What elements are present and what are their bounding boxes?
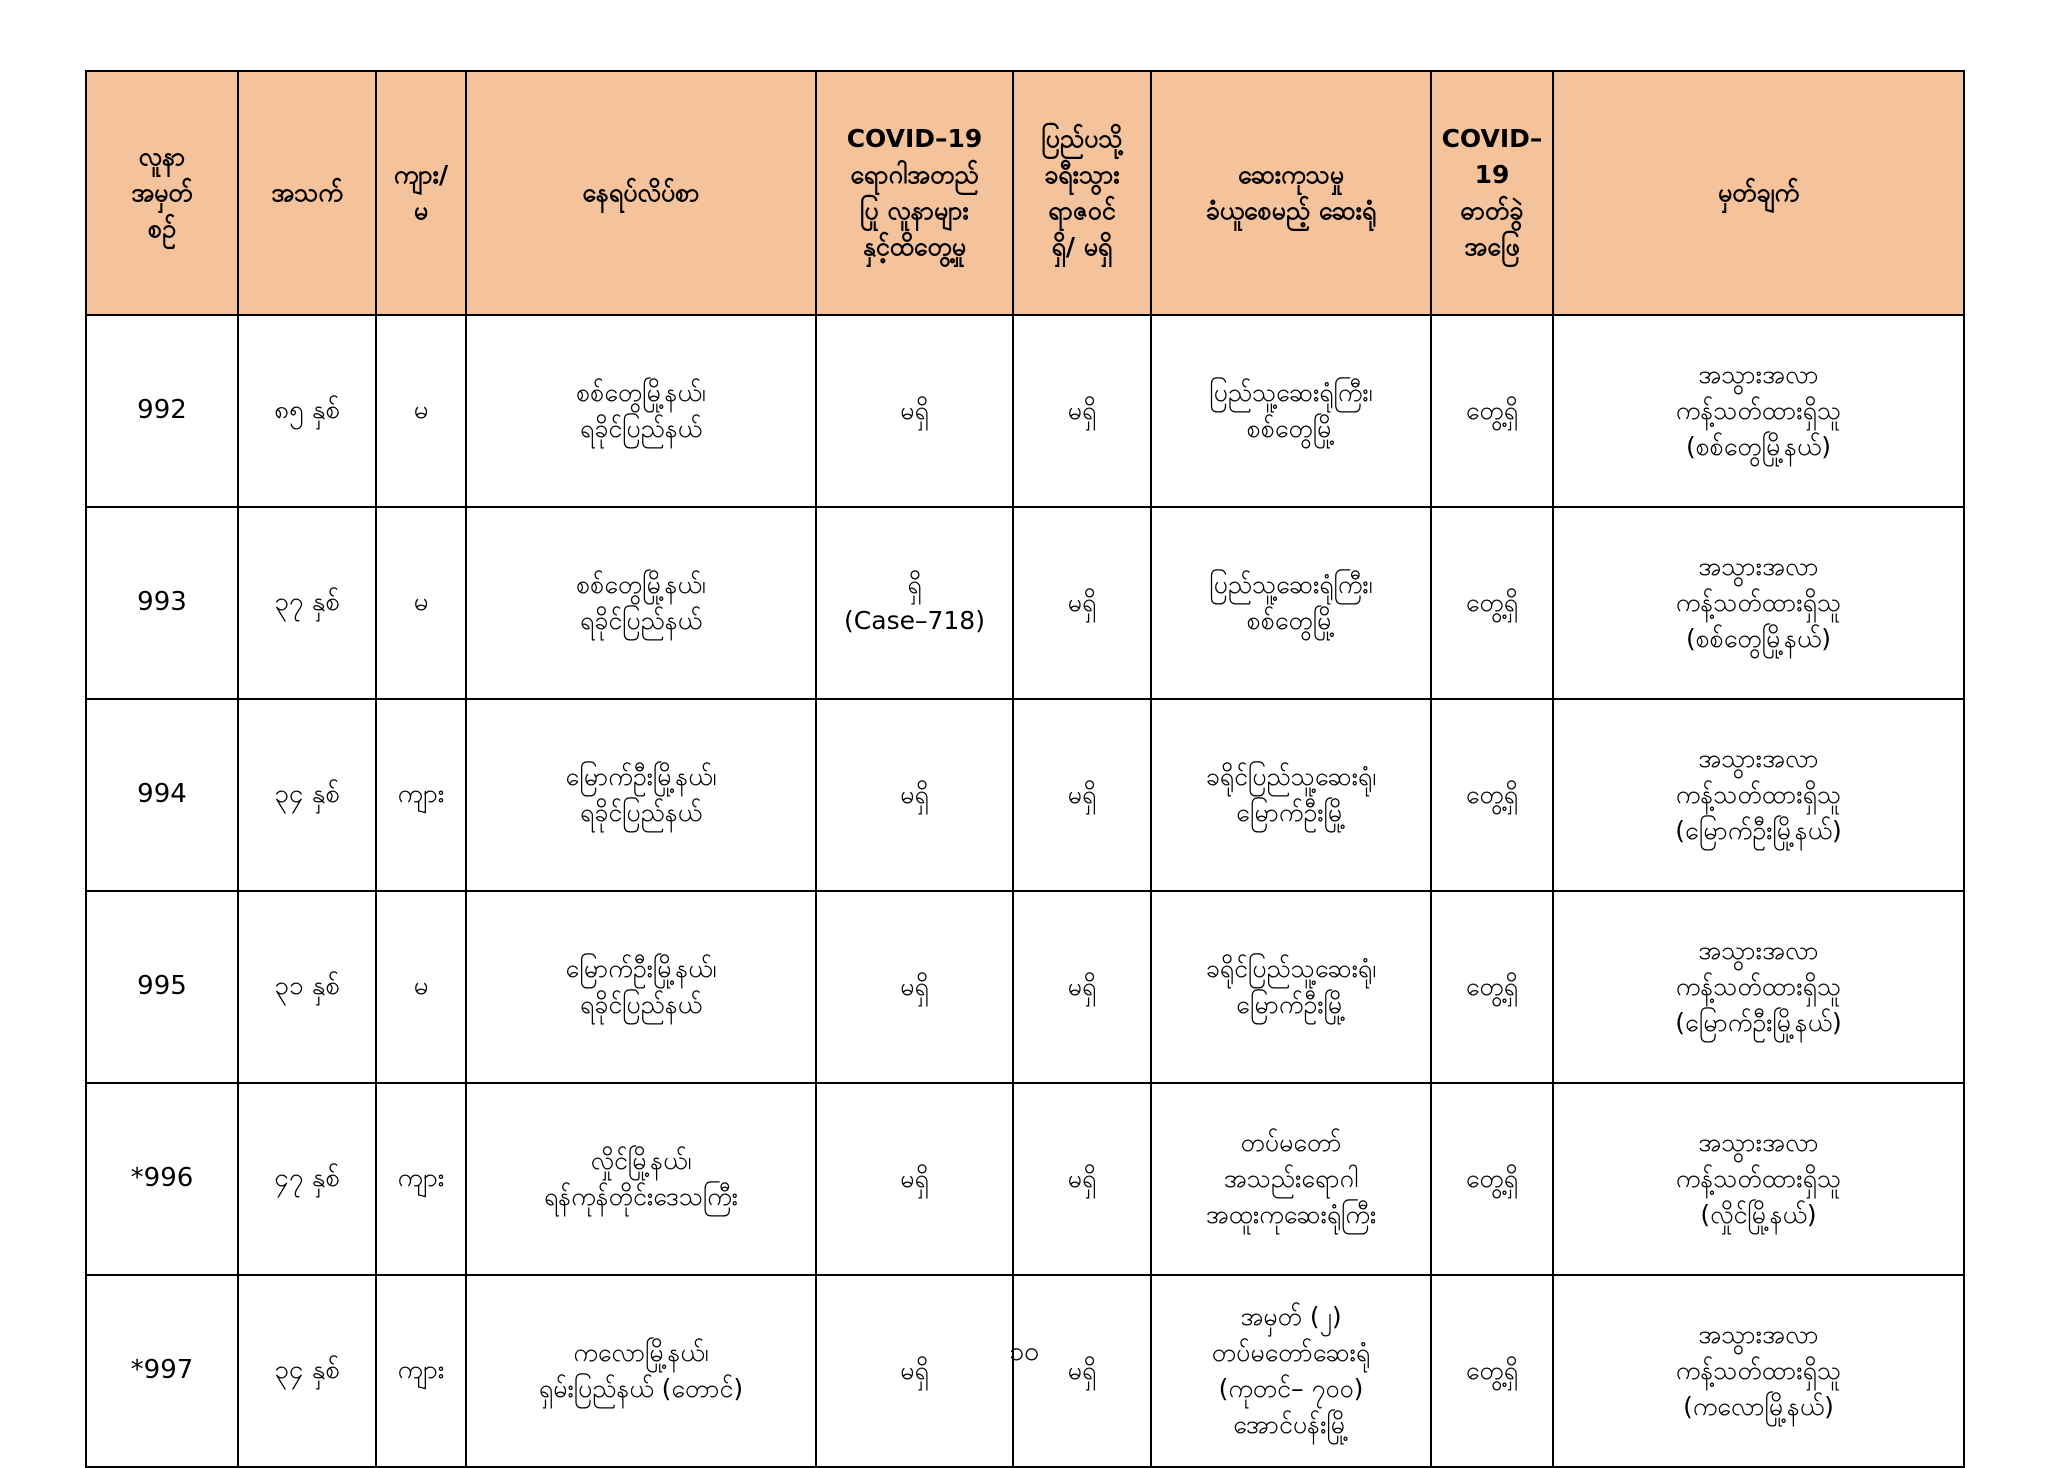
cell-line: မ — [413, 587, 429, 618]
cell-remark — [1553, 699, 1964, 891]
cell-line: တွေ့ရှိ — [1465, 971, 1519, 1001]
column-header-address — [466, 71, 816, 315]
cell-contact-history — [816, 1083, 1013, 1275]
cell-line: ၈၅ နှစ် — [274, 395, 340, 426]
cell-line: မ — [413, 971, 429, 1002]
column-header-serial-number — [86, 71, 238, 315]
cell-line: ကန့်သတ်ထားရှိသူ — [1675, 587, 1842, 617]
cell-line: စစ်တွေမြို့ — [1246, 414, 1336, 443]
cell-travel-history — [1013, 315, 1151, 507]
cell-line: ကန့်သတ်ထားရှိသူ — [1675, 1355, 1842, 1385]
cell-line: ၃၄ နှစ် — [274, 779, 340, 810]
cell-treatment-hospital — [1151, 699, 1431, 891]
cell-line: (မြောက်ဦးမြို့နယ်) — [1675, 1008, 1842, 1038]
cell-line: အသွားအလာ — [1698, 743, 1819, 773]
cell-remark — [1553, 1083, 1964, 1275]
column-header-remark — [1553, 71, 1964, 315]
cell-lab-result — [1431, 699, 1553, 891]
header-line: ခံယူစေမည့် ဆေးရုံ — [1205, 196, 1377, 225]
cell-line: စစ်တွေမြို့နယ်၊ — [576, 377, 706, 407]
cell-line: တွေ့ရှိ — [1465, 395, 1519, 425]
cell-line: တွေ့ရှိ — [1465, 779, 1519, 809]
cell-line: ခရိုင်ပြည်သူ့ဆေးရုံ၊ — [1205, 761, 1377, 791]
header-line: အဖြေ — [1464, 232, 1520, 262]
header-line: COVID– — [1441, 123, 1543, 153]
header-line: အမှတ် — [131, 177, 193, 207]
cell-line: မရှိ — [900, 971, 929, 1001]
cell-treatment-hospital — [1151, 507, 1431, 699]
header-line: မှတ်ချက် — [1717, 177, 1800, 207]
column-header-age — [238, 71, 376, 315]
covid-case-table — [85, 70, 1965, 1468]
cell-line: အောင်ပန်းမြို့ — [1233, 1410, 1349, 1440]
cell-line: ရန်ကုန်တိုင်းဒေသကြီး — [543, 1182, 739, 1211]
cell-line: ၃၄ နှစ် — [274, 1355, 340, 1386]
cell-line: ပြည်သူ့ဆေးရုံကြီး၊ — [1209, 569, 1373, 599]
cell-line: မရှိ — [900, 395, 929, 425]
cell-line: ကျား — [397, 1163, 445, 1194]
cell-line: မရှိ — [1067, 971, 1097, 1001]
cell-serial-number: 993 — [86, 507, 238, 699]
cell-line: ၃၇ နှစ် — [274, 587, 340, 618]
cell-address — [466, 507, 816, 699]
cell-line: ကန့်သတ်ထားရှိသူ — [1675, 779, 1842, 809]
cell-line: စစ်တွေမြို့နယ်၊ — [576, 569, 706, 599]
cell-remark — [1553, 315, 1964, 507]
header-line: အသက် — [271, 177, 343, 207]
column-header-travel-history — [1013, 71, 1151, 315]
cell-line: ရခိုင်ပြည်နယ် — [579, 606, 703, 635]
cell-line: (ကလောမြို့နယ်) — [1683, 1392, 1834, 1422]
cell-line: မရှိ — [1067, 779, 1097, 809]
cell-sex — [376, 699, 466, 891]
table-body — [86, 315, 1964, 1467]
cell-line: မရှိ — [900, 1163, 929, 1193]
table-row — [86, 315, 1964, 507]
column-header-contact-history — [816, 71, 1013, 315]
cell-line: မ — [413, 395, 429, 426]
cell-line: အထူးကုဆေးရုံကြီး — [1205, 1200, 1377, 1230]
cell-line: ကန့်သတ်ထားရှိသူ — [1675, 971, 1842, 1001]
cell-line: (ကုတင်– ၇၀၀) — [1218, 1374, 1364, 1403]
cell-sex — [376, 1083, 466, 1275]
cell-line: မြောက်ဦးမြို့ — [1236, 990, 1346, 1019]
header-line: ရောဂါအတည် — [850, 159, 979, 189]
cell-travel-history — [1013, 891, 1151, 1083]
cell-line: လှိုင်မြို့နယ်၊ — [590, 1145, 692, 1175]
cell-age — [238, 507, 376, 699]
cell-line: မြောက်ဦးမြို့နယ်၊ — [565, 953, 717, 983]
cell-line: မရှိ — [1067, 1163, 1097, 1193]
cell-line: ရှိ — [907, 569, 922, 599]
cell-sex — [376, 507, 466, 699]
cell-line: ခရိုင်ပြည်သူ့ဆေးရုံ၊ — [1205, 953, 1377, 983]
cell-line: တွေ့ရှိ — [1465, 1355, 1519, 1385]
header-line: ပြည်ပသို့ — [1041, 123, 1123, 153]
cell-address — [466, 891, 816, 1083]
cell-address — [466, 699, 816, 891]
cell-remark — [1553, 891, 1964, 1083]
header-line: နေရပ်လိပ်စာ — [582, 177, 700, 207]
cell-line: တွေ့ရှိ — [1465, 587, 1519, 617]
cell-line: (Case–718) — [844, 606, 985, 635]
cell-line: အသွားအလာ — [1698, 935, 1819, 965]
cell-serial-number: *996 — [86, 1083, 238, 1275]
header-line: နှင့်ထိတွေ့မှု — [862, 232, 967, 262]
cell-sex — [376, 315, 466, 507]
cell-contact-history — [816, 315, 1013, 507]
header-line: 19 — [1474, 159, 1510, 189]
column-header-treatment-hospital — [1151, 71, 1431, 315]
cell-line: ရခိုင်ပြည်နယ် — [579, 798, 703, 827]
header-line: COVID–19 — [846, 123, 983, 153]
cell-lab-result — [1431, 1083, 1553, 1275]
cell-serial-number: 994 — [86, 699, 238, 891]
cell-line: မရှိ — [1067, 395, 1097, 425]
cell-serial-number: 995 — [86, 891, 238, 1083]
cell-line: စစ်တွေမြို့ — [1246, 606, 1336, 635]
header-line: ကျား/ — [393, 159, 449, 189]
cell-line: မြောက်ဦးမြို့နယ်၊ — [565, 761, 717, 791]
cell-line: တပ်မတော် — [1240, 1127, 1342, 1157]
cell-treatment-hospital — [1151, 891, 1431, 1083]
cell-line: အသွားအလာ — [1698, 551, 1819, 581]
header-line: ရာဇဝင် — [1048, 196, 1116, 225]
column-header-lab-result — [1431, 71, 1553, 315]
cell-line: (လှိုင်မြို့နယ်) — [1700, 1200, 1817, 1230]
cell-line: မရှိ — [1067, 587, 1097, 617]
cell-remark — [1553, 507, 1964, 699]
cell-lab-result — [1431, 315, 1553, 507]
header-line: ရှိ/ မရှိ — [1051, 232, 1113, 262]
header-line: လူနာ — [138, 141, 186, 171]
cell-address — [466, 1083, 816, 1275]
table-row — [86, 891, 1964, 1083]
header-line: ဆေးကုသမှု — [1237, 159, 1345, 189]
cell-line: အသွားအလာ — [1698, 1319, 1819, 1349]
cell-lab-result — [1431, 507, 1553, 699]
cell-line: ကန့်သတ်ထားရှိသူ — [1675, 1163, 1842, 1193]
cell-line: (မြောက်ဦးမြို့နယ်) — [1675, 816, 1842, 846]
cell-age — [238, 1083, 376, 1275]
table-header — [86, 71, 1964, 315]
header-line: ဓာတ်ခွဲ — [1460, 196, 1524, 225]
header-line: ခရီးသွား — [1044, 159, 1120, 189]
cell-line: အမှတ် (၂) — [1240, 1301, 1342, 1331]
header-line: မ — [413, 196, 429, 225]
cell-line: ကျား — [397, 779, 445, 810]
cell-age — [238, 891, 376, 1083]
cell-line: (စစ်တွေမြို့နယ်) — [1685, 432, 1832, 462]
cell-line: မရှိ — [1067, 1355, 1097, 1385]
cell-serial-number: 992 — [86, 315, 238, 507]
cell-contact-history — [816, 507, 1013, 699]
cell-treatment-hospital — [1151, 1083, 1431, 1275]
cell-line: ကလောမြို့နယ်၊ — [573, 1337, 709, 1367]
column-header-sex — [376, 71, 466, 315]
cell-treatment-hospital — [1151, 315, 1431, 507]
table-header-row — [86, 71, 1964, 315]
cell-serial-number: *997 — [86, 1275, 238, 1467]
cell-line: ပြည်သူ့ဆေးရုံကြီး၊ — [1209, 377, 1373, 407]
cell-line: (စစ်တွေမြို့နယ်) — [1685, 624, 1832, 654]
cell-line: ၄၇ နှစ် — [274, 1163, 340, 1194]
cell-line: တွေ့ရှိ — [1465, 1163, 1519, 1193]
cell-address — [466, 315, 816, 507]
cell-travel-history — [1013, 507, 1151, 699]
cell-line: အသည်းရောဂါ — [1223, 1163, 1359, 1193]
cell-contact-history — [816, 699, 1013, 891]
cell-line: မရှိ — [900, 1355, 929, 1385]
table-row — [86, 507, 1964, 699]
cell-line: ရခိုင်ပြည်နယ် — [579, 414, 703, 443]
cell-contact-history — [816, 891, 1013, 1083]
cell-line: မြောက်ဦးမြို့ — [1236, 798, 1346, 827]
cell-line: ကျား — [397, 1355, 445, 1386]
cell-line: တပ်မတော်ဆေးရုံ — [1211, 1337, 1371, 1367]
header-line: ပြု လူနာများ — [860, 196, 969, 225]
cell-travel-history — [1013, 699, 1151, 891]
cell-line: ရှမ်းပြည်နယ် (တောင်) — [538, 1374, 744, 1403]
cell-line: ၃၁ နှစ် — [274, 971, 340, 1002]
header-line: စဉ် — [148, 214, 176, 244]
table-row — [86, 1083, 1964, 1275]
cell-lab-result — [1431, 891, 1553, 1083]
cell-age — [238, 315, 376, 507]
cell-sex — [376, 891, 466, 1083]
table-row — [86, 699, 1964, 891]
page-number: ၁၀ — [1008, 1336, 1040, 1367]
cell-line: ကန့်သတ်ထားရှိသူ — [1675, 395, 1842, 425]
cell-age — [238, 699, 376, 891]
cell-travel-history — [1013, 1083, 1151, 1275]
cell-line: အသွားအလာ — [1698, 359, 1819, 389]
cell-line: ရခိုင်ပြည်နယ် — [579, 990, 703, 1019]
cell-line: အသွားအလာ — [1698, 1127, 1819, 1157]
cell-line: မရှိ — [900, 779, 929, 809]
